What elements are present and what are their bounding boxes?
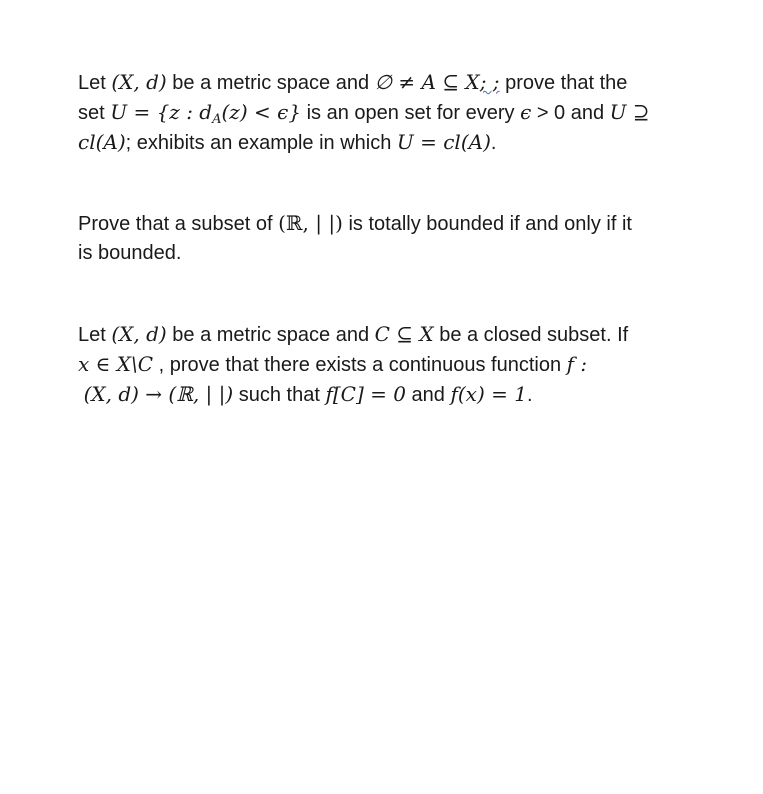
spellcheck-flagged-math[interactable]: ; ; xyxy=(479,70,500,94)
math-expression: x ∈ X\C xyxy=(78,352,154,376)
math-expression: (X, d) xyxy=(111,70,167,94)
math-expression: C ⊆ X xyxy=(374,322,434,346)
text-segment: such that xyxy=(233,384,326,406)
text-segment: ; exhibits an example in which xyxy=(125,132,397,154)
problem-3-line-1 xyxy=(78,319,678,349)
problem-3-line-3 xyxy=(78,379,678,409)
text-segment: . xyxy=(490,132,497,154)
text-segment: is an open set for every xyxy=(301,102,521,124)
text-segment: Let xyxy=(78,72,112,94)
text-segment: be a metric space and xyxy=(166,72,375,94)
math-expression: (ℝ, | |) xyxy=(278,211,343,235)
math-expression: (z) < ϵ} xyxy=(221,100,302,124)
problem-1-line-3 xyxy=(78,127,678,157)
text-segment: , prove that there exists a continuous function xyxy=(153,354,567,376)
text-segment: . xyxy=(526,384,533,406)
text-segment: is bounded. xyxy=(78,242,182,264)
text-segment: > 0 and xyxy=(531,102,610,124)
problem-1-line-1 xyxy=(78,67,678,97)
math-expression: (X, d) → (ℝ, | |) xyxy=(83,382,234,406)
math-expression: (X, d) xyxy=(111,322,167,346)
math-expression: U = {z : d xyxy=(110,100,213,124)
problem-3-line-2 xyxy=(78,349,678,379)
problem-2-line-2 xyxy=(78,238,678,268)
math-expression: cl(A) xyxy=(78,130,126,154)
math-expression: f : xyxy=(566,352,588,376)
math-expression: f(x) = 1 xyxy=(450,382,527,406)
text-segment: Prove that a subset of xyxy=(78,213,279,235)
text-segment: prove that the xyxy=(499,72,628,94)
text-segment: set xyxy=(78,102,111,124)
problem-1-paragraph xyxy=(78,67,678,157)
problem-2-paragraph xyxy=(78,208,678,268)
math-expression: ∅ ≠ A ⊆ X xyxy=(374,70,480,94)
math-subscript: A xyxy=(212,112,222,127)
text-segment: is totally bounded if and only if it xyxy=(342,213,632,235)
problem-3-paragraph xyxy=(78,319,678,409)
text-segment: and xyxy=(405,384,451,406)
problem-1-line-2 xyxy=(78,97,678,127)
text-segment: be a metric space and xyxy=(166,324,375,346)
problem-2-line-1 xyxy=(78,208,678,238)
math-expression: U ⊇ xyxy=(609,100,650,124)
math-expression: ϵ xyxy=(520,100,532,124)
math-expression: U = cl(A) xyxy=(396,130,491,154)
math-expression: f[C] = 0 xyxy=(325,382,406,406)
text-segment: be a closed subset. If xyxy=(433,324,629,346)
text-segment: Let xyxy=(78,324,112,346)
